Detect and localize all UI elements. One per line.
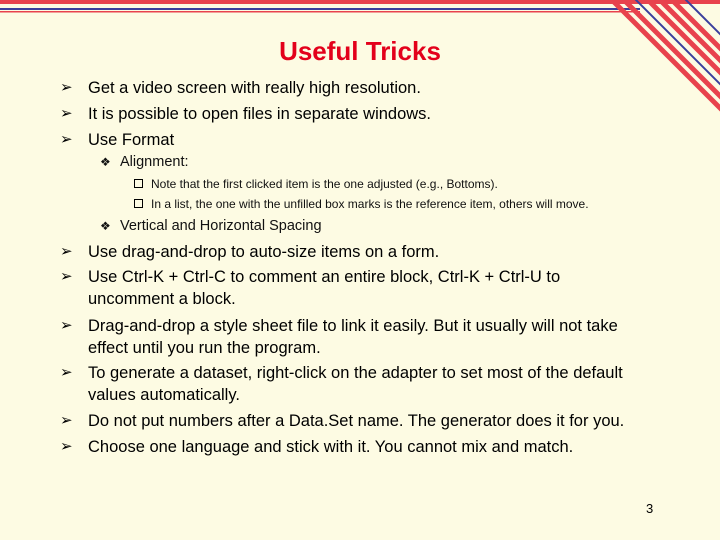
arrow-bullet-icon: ➢ <box>60 79 73 96</box>
diamond-bullet-icon: ❖ <box>100 155 111 169</box>
arrow-bullet-icon: ➢ <box>60 243 73 260</box>
bullet-text-line: Choose one language and stick with it. You cannot mix and match. <box>88 438 574 456</box>
bullet-item-level-1 <box>60 103 431 125</box>
bullet-item-level-2 <box>100 216 322 236</box>
bullet-text-line: Get a video screen with really high resolution. <box>88 79 421 97</box>
bullet-text-line: In a list, the one with the unfilled box marks is the reference item, others will move. <box>151 197 589 211</box>
bullet-item-level-1 <box>60 410 624 432</box>
bullet-text-line: values automatically. <box>88 386 240 404</box>
bullet-text-line: uncomment a block. <box>88 290 236 308</box>
bullet-text-line: Note that the first clicked item is the one adjusted (e.g., Bottoms). <box>151 177 498 191</box>
arrow-bullet-icon: ➢ <box>60 131 73 148</box>
bullet-item-level-1 <box>60 129 174 151</box>
top-stripe-red-thin <box>0 11 640 13</box>
bullet-text-line: effect until you run the program. <box>88 339 321 357</box>
bullet-text-line: Use Format <box>88 131 175 149</box>
arrow-bullet-icon: ➢ <box>60 105 73 122</box>
bullet-item-level-1 <box>60 77 421 99</box>
bullet-item-level-2 <box>100 152 189 172</box>
bullet-item-level-3 <box>134 175 498 193</box>
arrow-bullet-icon: ➢ <box>60 317 73 334</box>
arrow-bullet-icon: ➢ <box>60 412 73 429</box>
arrow-bullet-icon: ➢ <box>60 268 73 285</box>
bullet-item-level-1 <box>60 266 560 310</box>
bullet-item-level-1 <box>60 241 439 263</box>
bullet-text-line: Use drag-and-drop to auto-size items on a form. <box>88 243 440 261</box>
bullet-text-line: Vertical and Horizontal Spacing <box>120 218 322 234</box>
diamond-bullet-icon: ❖ <box>100 219 111 233</box>
bullet-text-line: It is possible to open files in separate windows. <box>88 105 432 123</box>
bullet-item-level-1 <box>60 315 618 359</box>
bullet-text-line: Use Ctrl-K + Ctrl-C to comment an entire block, Ctrl-K + Ctrl-U to <box>88 268 561 286</box>
arrow-bullet-icon: ➢ <box>60 438 73 455</box>
bullet-text-line: Drag-and-drop a style sheet file to link it easily. But it usually will not take <box>88 317 618 335</box>
arrow-bullet-icon: ➢ <box>60 364 73 381</box>
page-number: 3 <box>646 501 654 516</box>
bullet-item-level-1 <box>60 362 623 406</box>
bullet-item-level-3 <box>134 195 589 213</box>
top-stripe-blue <box>0 8 640 10</box>
checkbox-bullet-icon <box>134 179 143 188</box>
bullet-text-line: To generate a dataset, right-click on the adapter to set most of the default <box>88 364 623 382</box>
bullet-text-line: Do not put numbers after a Data.Set name. The generator does it for you. <box>88 412 625 430</box>
slide-title: Useful Tricks <box>279 36 441 66</box>
bullet-text-line: Alignment: <box>120 154 189 170</box>
checkbox-bullet-icon <box>134 199 143 208</box>
bullet-item-level-1 <box>60 436 573 458</box>
